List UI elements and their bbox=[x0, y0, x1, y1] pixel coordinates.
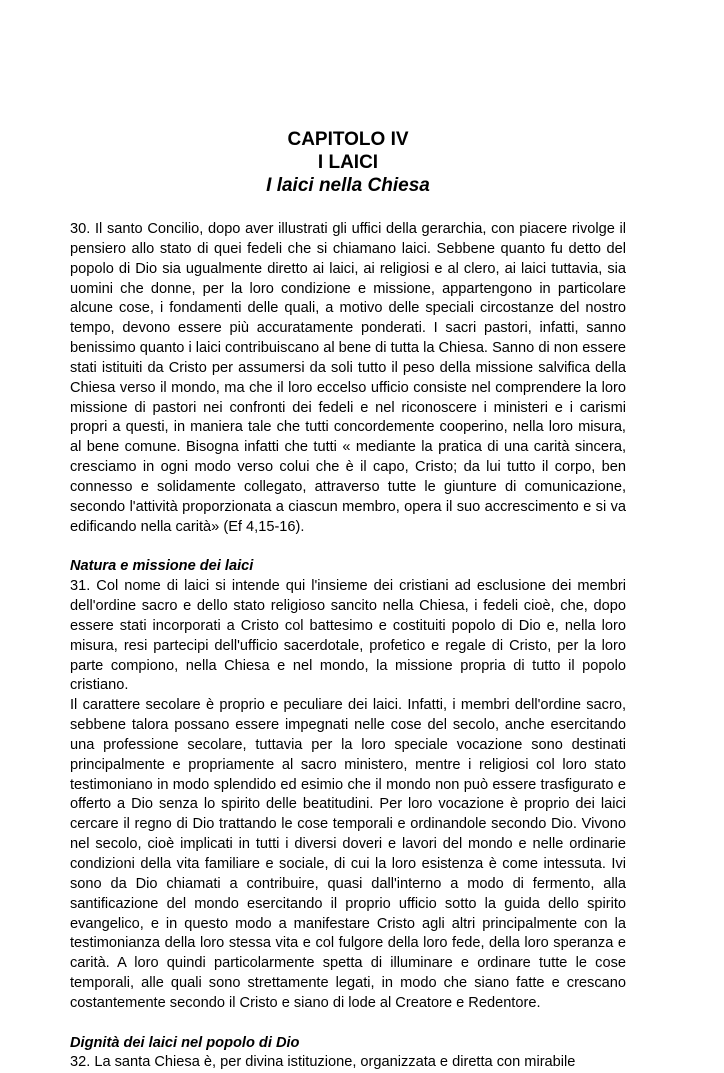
paragraph-31: 31. Col nome di laici si intende qui l'insieme dei cristiani ad esclusione dei membri dell'ordine sacro e dello stato religioso sancito nella Chiesa, i fedeli cioè, che, dopo essere stati incorporati a Cristo col battesimo e costituiti popolo di Dio e, nella loro misura, resi partecipi dell'ufficio sacerdotale, profetico e regale di Cristo, per la loro parte compiono, nella Chiesa e nel mondo, la missione propria di tutto il popolo cristiano. bbox=[70, 578, 626, 694]
chapter-title: I LAICI bbox=[317, 152, 379, 173]
section-title-nature-mission: Natura e missione dei laici bbox=[70, 558, 254, 575]
section-title-dignity: Dignità dei laici nel popolo di Dio bbox=[70, 1034, 300, 1051]
paragraph-31-continued: Il carattere secolare è proprio e peculiare dei laici. Infatti, i membri dell'ordine sacro, sebbene talora possano essere impegnati nelle cose del secolo, anche esercitando una professione secolare, tuttavia per la loro speciale vocazione sono destinati principalmente e propriamente al sacro ministero, mentre i religiosi col loro stato testimoniano in modo splendido ed esimio che il mondo non può essere trasfigurato e offerto a Dio senza lo spirito delle beatitudini. Per loro vocazione è proprio dei laici cercare il regno di Dio trattando le cose temporali e ordinandole secondo Dio. Vivono nel secolo, cioè implicati in tutti i diversi doveri e lavori del mondo e nelle ordinarie condizioni della vita familiare e sociale, di cui la loro esistenza è come intessuta. Ivi sono da Dio chiamati a contribuire, quasi dall'interno a modo di fermento, alla santificazione del mondo esercitando il proprio ufficio sotto la guida dello spirito evangelico, e in questo modo a manifestare Cristo agli altri principalmente con la testimonianza della loro stessa vita e col fulgore della loro fede, della loro speranza e carità. A loro quindi particolarmente spetta di illuminare e ordinare tutte le cose temporali, alle quali sono strettamente legati, in modo che siano fatte e crescano costantemente secondo il Cristo e siano di lode al Creatore e Redentore. bbox=[70, 697, 626, 1011]
chapter-subtitle: I laici nella Chiesa bbox=[266, 175, 430, 196]
chapter-number: CAPITOLO IV bbox=[287, 129, 409, 150]
paragraph-30: 30. Il santo Concilio, dopo aver illustrati gli uffici della gerarchia, con piacere rivolge il pensiero allo stato di quei fedeli che si chiamano laici. Sebbene quanto fu detto del popolo di Dio sia ugualmente diretto ai laici, ai religiosi e al clero, ai laici tuttavia, sia uomini che donne, per la loro condizione e missione, appartengono in particolare alcune cose, i fondamenti delle quali, a motivo delle speciali circostanze del nostro tempo, devono essere più accuratamente ponderati. I sacri pastori, infatti, sanno benissimo quanto i laici contribuiscano al bene di tutta la Chiesa. Sanno di non essere stati istituiti da Cristo per assumersi da soli tutto il peso della missione salvifica della Chiesa verso il mondo, ma che il loro eccelso ufficio consiste nel comprendere la loro missione di pastori nei confronti dei fedeli e nel riconoscere i ministeri e i carismi propri a questi, in maniera tale che tutti concordemente cooperino, nella loro misura, al bene comune. Bisogna infatti che tutti « mediante la pratica di una carità sincera, cresciamo in ogni modo verso colui che è il capo, Cristo; da lui tutto il corpo, ben connesso e solidamente collegato, attraverso tutte le giunture di comunicazione, secondo l'attività proporzionata a ciascun membro, opera il suo accrescimento e si va edificando nella carità» (Ef 4,15-16). bbox=[70, 221, 626, 535]
document-page bbox=[70, 128, 626, 1073]
paragraph-32: 32. La santa Chiesa è, per divina istituzione, organizzata e diretta con mirabile bbox=[70, 1054, 576, 1071]
